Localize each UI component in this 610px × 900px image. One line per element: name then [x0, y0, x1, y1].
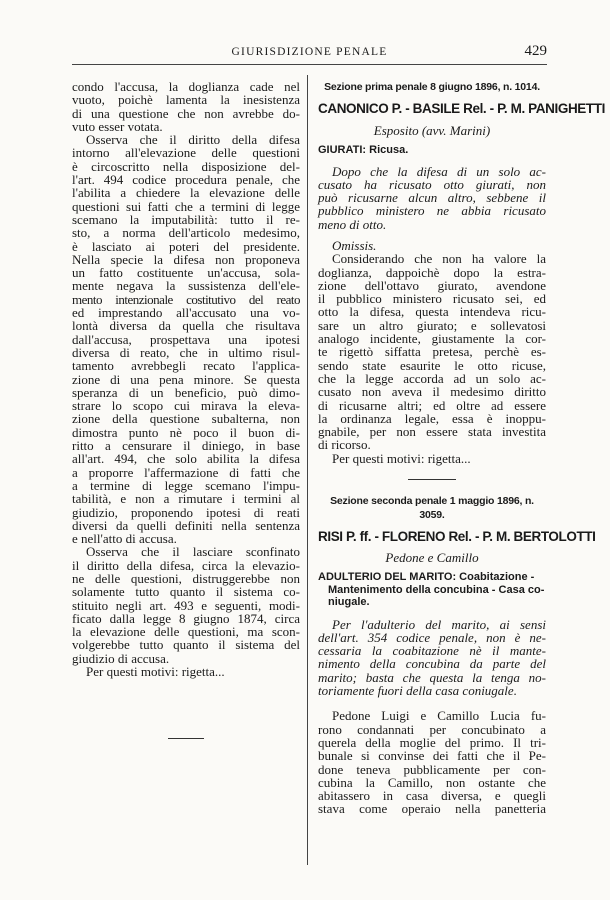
text-line: Nella specie la difesa non proponeva: [72, 251, 300, 267]
text-line: zione di una pena minore. Se questa: [72, 371, 300, 387]
text-line: solamente tutto quanto il sistema co-: [72, 584, 300, 600]
case1-caption: CANONICO P. - BASILE Rel. - P. M. PANIGHETTI: [318, 101, 605, 116]
case1-subject: GIURATI: Ricusa.: [318, 144, 409, 156]
body-line: di ricusarne altri; ed oltre ad essere: [318, 397, 546, 413]
text-line: strare lo scopo cui mirava la eleva-: [72, 398, 300, 414]
section-separator-rule: [408, 479, 456, 480]
body-line: stava come operaio nella panetteria: [318, 801, 546, 817]
body-line: te rigettò siffatta pretesa, perchè es-: [318, 344, 546, 360]
text-line: giudizio di accusa.: [72, 650, 170, 666]
case2-party: Pedone e Camillo: [385, 550, 479, 566]
text-line: dall'accusa, prospettava una ipotesi: [72, 331, 300, 347]
text-line: tabilità, e non a rimutare i termini al: [72, 491, 300, 507]
body-line: Considerando che non ha valore la: [332, 251, 546, 267]
body-line: otto la difesa, questa intendeva ricu-: [318, 304, 546, 320]
headnote-line: cessaria la coabitazione nè il mante-: [318, 643, 546, 659]
case1-party-text: Esposito (avv. Marini): [373, 123, 491, 138]
text-line: la elevazione delle questioni, ma scon-: [72, 624, 300, 640]
case2-section: Sezione seconda penale 1 maggio 1896, n. 3059.: [330, 495, 534, 522]
text-line: è circoscritto nella disposizione del-: [72, 158, 300, 174]
body-line: zione dell'ottavo giurato, avendone: [318, 277, 546, 293]
right-column: [318, 80, 605, 817]
text-line: il diritto della difesa, circa la elevazio-: [72, 557, 300, 573]
headnote-line: pubblico ministero ne abbia ricusato: [318, 203, 546, 219]
text-line: a proporre l'affermazione di fatti che: [72, 464, 300, 480]
headnote-line: cusato ha ricusato otto giurati, non: [318, 176, 546, 192]
text-line: intorno all'elevazione delle questioni: [72, 145, 300, 161]
text-line: scemano la imputabilità: tutto il re-: [72, 211, 300, 227]
text-line: ne delle questioni, distruggerebbe non: [72, 570, 300, 586]
column-divider: [307, 75, 308, 865]
text-line: l'art. 494 codice procedura penale, che: [72, 172, 300, 188]
headnote-line: meno di otto.: [318, 216, 387, 232]
text-line: vuto esser votata.: [72, 118, 163, 134]
body-line: che la legge accorda ad un solo ac-: [318, 370, 546, 386]
headnote-line: Per l'adulterio del marito, ai sensi: [332, 616, 546, 632]
text-line: questioni sui fatti che a termini di legge: [72, 198, 300, 214]
case1-party: [318, 124, 546, 138]
case2-caption: RISI P. ff. - FLORENO Rel. - P. M. BERTOLOTTI: [318, 529, 596, 545]
text-line: di una questione che non avrebbe do-: [72, 105, 300, 121]
body-line: Pedone Luigi e Camillo Lucia fu-: [332, 708, 546, 724]
text-line: e nell'atto di accusa.: [72, 531, 177, 547]
section-end-rule: [168, 738, 204, 739]
body-line: querela della moglie del primo. Il tri-: [318, 734, 546, 750]
text-line: dimostra punto nè poco il buon di-: [72, 424, 300, 440]
text-line: vuoto, poichè lamenta la inesistenza: [72, 92, 300, 108]
page-header: [72, 40, 547, 64]
text-line: speranza di un beneficio, può dimo-: [72, 384, 300, 400]
closing-line: Per questi motivi: rigetta...: [86, 664, 225, 680]
body-line: il pubblico ministero ricusato sei, ed: [318, 291, 546, 307]
left-column: [72, 80, 300, 739]
body-line: sare un altro giurato; e sollevatosi: [318, 317, 546, 333]
body-line: la ordinanza legale, essa è inoppu-: [318, 410, 546, 426]
text-line: un fatto costituente un'accusa, sola-: [72, 265, 300, 281]
text-line: mento intenzionale costitutivo del reato: [72, 291, 300, 307]
text-line: diversi da quelli definiti nella sentenza: [72, 517, 300, 533]
subject-line: niugale.: [328, 596, 370, 609]
text-line: all'art. 494, che solo abilita la difesa: [72, 451, 300, 467]
body-line: sendo state esaurite le otto ricuse,: [318, 357, 546, 373]
text-line: l'abilita a chiedere la elevazione delle: [72, 185, 300, 201]
text-line: Osserva che il diritto della difesa: [86, 132, 300, 148]
text-line: è lasciato ai poteri del presidente.: [72, 238, 300, 254]
case2-subject: [318, 571, 546, 609]
text-line: ed imprestando all'accusato una vo-: [72, 305, 300, 321]
subject-line: ADULTERIO DEL MARITO: Coabitazione -: [318, 571, 535, 584]
body-line: cubina la Camillo, non ostante che: [318, 774, 546, 790]
headnote-line: nimento della concubina da parte del: [318, 656, 546, 672]
text-line: sto, a norma dell'articolo medesimo,: [72, 225, 300, 241]
text-line: zione della questione subalterna, non: [72, 411, 300, 427]
subject-line: Mantenimento della concubina - Casa co-: [328, 583, 545, 596]
text-line: mente negava la sussistenza dell'ele-: [72, 278, 300, 294]
text-line: ficato dalla legge 8 giugno 1874, circa: [72, 610, 300, 626]
text-line: condo l'accusa, la doglianza cade nel: [72, 79, 300, 94]
text-line: ritto a censurare il diniego, in base: [72, 438, 300, 454]
case1-body: [318, 252, 546, 451]
case2-body: [318, 709, 546, 815]
case1-headnote: [318, 165, 546, 231]
case1-section: Sezione prima penale 8 giugno 1896, n. 1014.: [324, 81, 540, 93]
case1-omissis: Omissis.: [332, 237, 377, 253]
body-line: abitassero in casa diversa, e quegli: [318, 788, 546, 804]
text-line: volgerebbe tutto quanto il sistema del: [72, 637, 300, 653]
text-line: tamento avrebbegli recato l'applica-: [72, 358, 300, 374]
body-line: bunale si convinse dei fatti che il Pe-: [318, 748, 546, 764]
headnote-line: dell'art. 354 codice penale, non è ne-: [318, 629, 546, 645]
body-line: di ricorso.: [318, 437, 371, 453]
body-line: rono condannati per concubinato a: [318, 721, 546, 737]
header-rule: [72, 64, 547, 65]
body-line: gnabile, per non essere stata investita: [318, 424, 546, 440]
running-head: GIURISDIZIONE PENALE: [231, 46, 388, 58]
case2-headnote: [318, 618, 546, 698]
body-line: cusato non aveva il medesimo diritto: [318, 384, 546, 400]
text-line: diversa di reato, che in ultimo risul-: [72, 344, 300, 360]
case1-closing: Per questi motivi: rigetta...: [332, 450, 471, 466]
body-line: done teneva pubblicamente per con-: [318, 761, 546, 777]
body-line: doglianza, dappoichè dopo la estra-: [318, 264, 546, 280]
headnote-line: marito; basta che questa la tenga no-: [318, 669, 546, 685]
text-line: a termine di legge scemano l'impu-: [72, 477, 300, 493]
text-line: giudizio, proponendo ipotesi di reati: [72, 504, 300, 520]
headnote-line: Dopo che la difesa di un solo ac-: [332, 163, 546, 179]
text-line: stituito negli art. 493 e seguenti, modi-: [72, 597, 300, 613]
page-number: 429: [524, 43, 547, 59]
headnote-line: può ricusarne alcun altro, sebbene il: [318, 190, 546, 206]
text-line: Osserva che il lasciare sconfinato: [86, 544, 300, 560]
headnote-line: toriamente fuori della casa coniugale.: [318, 683, 517, 699]
text-line: lontà diversa da quella che risultava: [72, 318, 300, 334]
body-line: analogo incidente, giustamente la cor-: [318, 331, 546, 347]
